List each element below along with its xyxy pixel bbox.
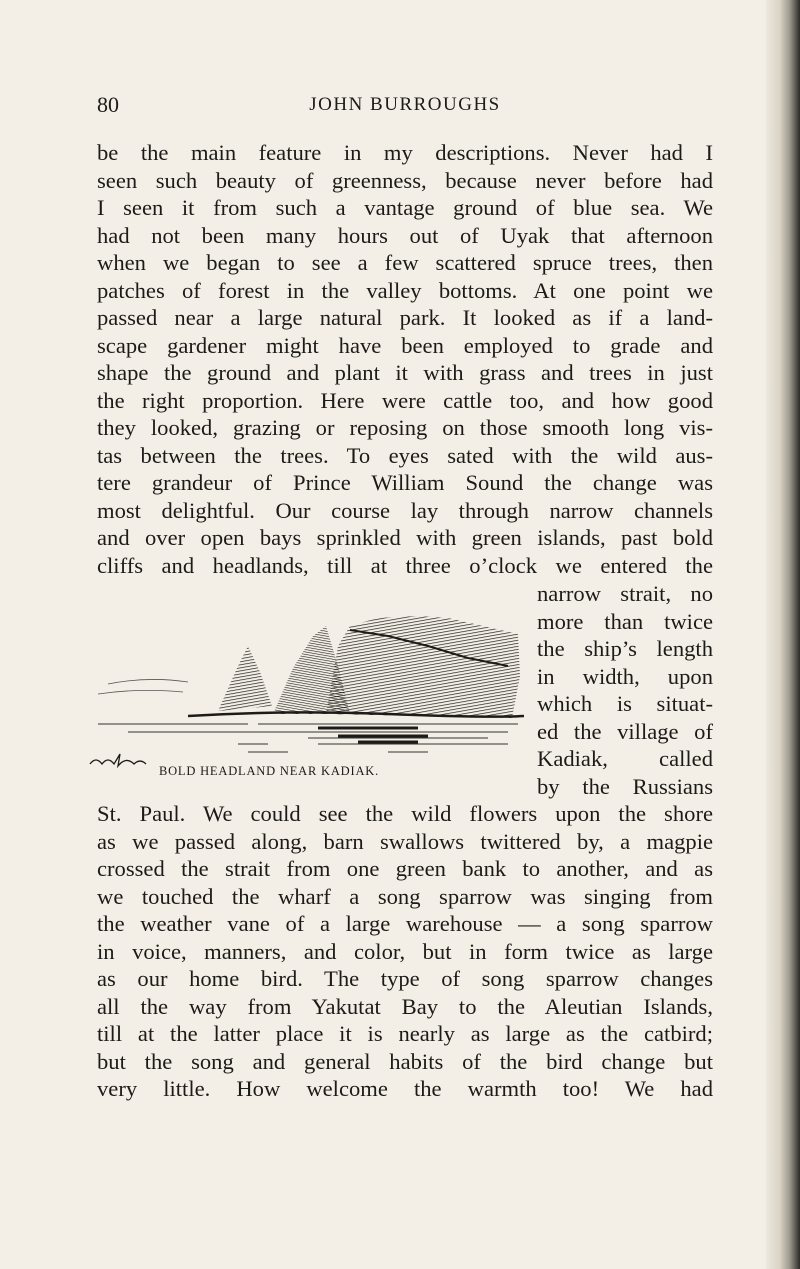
text-line: tas between the trees. To eyes sated with the wild aus- xyxy=(97,442,713,468)
text-line: had not been many hours out of Uyak that afternoon xyxy=(97,222,713,248)
text-line: and over open bays sprinkled with green islands, past bold xyxy=(97,525,713,550)
figure-caption: BOLD HEADLAND NEAR KADIAK. xyxy=(158,764,380,778)
text-line: ed the village of xyxy=(537,718,713,744)
page-edge-shadow xyxy=(766,0,800,1269)
text-line: Kadiak, called xyxy=(537,746,713,771)
text-line: St. Paul. We could see the wild flowers upon the shore xyxy=(97,801,713,826)
text-line: as our home bird. The type of song sparrow changes xyxy=(97,966,713,991)
page-header xyxy=(97,92,713,122)
text-line: in width, upon xyxy=(537,663,713,689)
text-line: the weather vane of a large warehouse — a song sparrow xyxy=(97,911,713,936)
paragraph-bottom xyxy=(97,800,713,1103)
text-line: as we passed along, barn swallows twittered by, a magpie xyxy=(97,828,713,854)
paragraph-wrap xyxy=(537,580,713,800)
text-line: by the Russians xyxy=(537,773,713,799)
text-line: the right proportion. Here were cattle too, and how good xyxy=(97,387,713,413)
text-line: patches of forest in the valley bottoms. At one point we xyxy=(97,277,713,303)
text-line: in voice, manners, and color, but in form twice as large xyxy=(97,938,713,964)
text-line: passed near a large natural park. It looked as if a land- xyxy=(97,305,713,330)
text-line: but the song and general habits of the bird change but xyxy=(97,1048,713,1074)
text-line: most delightful. Our course lay through narrow channels xyxy=(97,497,713,523)
paragraph-top xyxy=(97,139,713,579)
text-line: they looked, grazing or reposing on those smooth long vis- xyxy=(97,415,713,440)
text-line: crossed the strait from one green bank to another, and as xyxy=(97,856,713,881)
text-line: very little. How welcome the warmth too! We had xyxy=(97,1076,713,1101)
headland-engraving-icon xyxy=(88,606,524,776)
text-line: which is situat- xyxy=(537,691,713,716)
running-head: JOHN BURROUGHS xyxy=(309,94,501,115)
text-line: scape gardener might have been employed to grade and xyxy=(97,332,713,358)
text-line: we touched the wharf a song sparrow was singing from xyxy=(97,883,713,909)
page-number: 80 xyxy=(97,92,119,117)
text-line: more than twice xyxy=(537,608,713,634)
text-line: tere grandeur of Prince William Sound the change was xyxy=(97,470,713,495)
text-line: be the main feature in my descriptions. Never had I xyxy=(97,140,713,165)
text-line: cliffs and headlands, till at three o’clock we entered the xyxy=(97,552,713,578)
text-line: narrow strait, no xyxy=(537,581,713,606)
text-line: till at the latter place it is nearly as large as the catbird; xyxy=(97,1021,713,1046)
text-line: when we began to see a few scattered spruce trees, then xyxy=(97,250,713,275)
text-line: shape the ground and plant it with grass and trees in just xyxy=(97,360,713,385)
text-line: the ship’s length xyxy=(537,636,713,661)
text-line: I seen it from such a vantage ground of blue sea. We xyxy=(97,195,713,220)
text-line: seen such beauty of greenness, because never before had xyxy=(97,167,713,193)
text-line: all the way from Yakutat Bay to the Aleutian Islands, xyxy=(97,993,713,1019)
